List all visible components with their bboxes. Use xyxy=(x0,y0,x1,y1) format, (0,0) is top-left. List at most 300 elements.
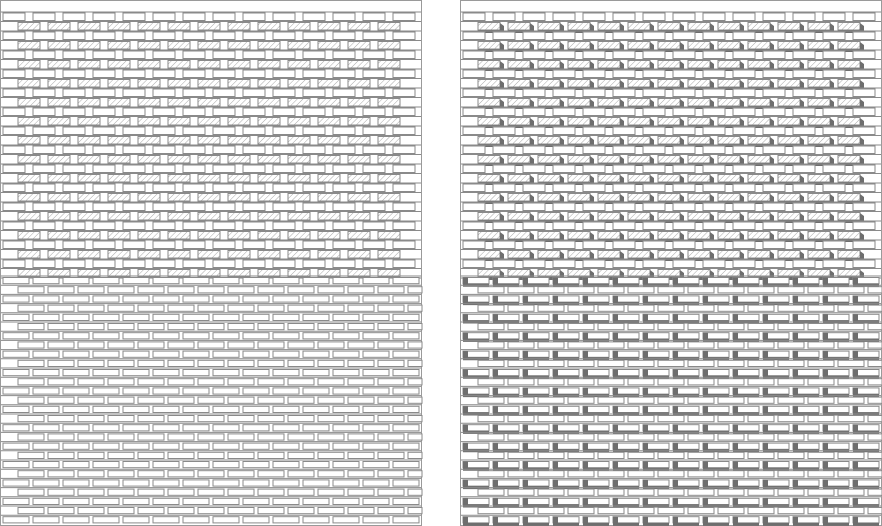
brick xyxy=(183,278,209,284)
brick xyxy=(198,305,224,311)
brick xyxy=(123,314,149,320)
brick xyxy=(18,471,44,477)
hatched-brick xyxy=(198,175,220,183)
brick xyxy=(213,241,235,249)
brick xyxy=(213,32,235,40)
brick xyxy=(303,388,329,394)
brick xyxy=(153,517,179,523)
brick xyxy=(793,32,815,40)
brick xyxy=(378,434,404,440)
brick xyxy=(348,434,374,440)
brick xyxy=(823,222,845,230)
hatched-brick xyxy=(568,42,590,50)
hatched-brick xyxy=(478,137,500,145)
hatched-brick xyxy=(598,156,620,164)
hatched-brick xyxy=(508,175,530,183)
brick xyxy=(153,260,175,268)
brick xyxy=(363,146,385,154)
hatched-brick xyxy=(168,251,190,259)
brick xyxy=(243,203,265,211)
brick xyxy=(733,13,755,21)
brick xyxy=(598,508,624,514)
brick xyxy=(63,314,89,320)
brick xyxy=(93,127,115,135)
brick xyxy=(363,314,389,320)
brick xyxy=(793,222,815,230)
brick xyxy=(658,416,684,422)
brick xyxy=(583,260,605,268)
brick xyxy=(628,508,654,514)
brick xyxy=(243,406,269,412)
brick xyxy=(493,241,515,249)
hatched-brick xyxy=(508,137,530,145)
brick xyxy=(78,287,104,293)
hatched-brick xyxy=(688,80,710,88)
brick xyxy=(63,278,89,284)
hatched-brick xyxy=(658,194,680,202)
brick xyxy=(108,397,134,403)
brick xyxy=(393,498,419,504)
brick xyxy=(408,508,422,514)
brick xyxy=(793,89,815,97)
brick xyxy=(333,184,355,192)
hatched-brick xyxy=(838,213,860,221)
hatched-brick xyxy=(318,118,340,126)
brick xyxy=(258,489,284,495)
hatched-brick xyxy=(628,232,650,240)
brick xyxy=(793,165,815,173)
hatched-brick xyxy=(48,251,70,259)
brick xyxy=(363,203,385,211)
brick xyxy=(628,397,654,403)
brick xyxy=(673,241,695,249)
brick xyxy=(63,351,89,357)
brick xyxy=(363,241,385,249)
brick xyxy=(93,222,115,230)
brick xyxy=(168,342,194,348)
brick xyxy=(333,480,359,486)
brick xyxy=(763,89,785,97)
brick xyxy=(183,165,205,173)
hatched-brick xyxy=(288,42,310,50)
brick xyxy=(658,397,684,403)
brick xyxy=(378,360,404,366)
brick xyxy=(348,452,374,458)
hatched-brick xyxy=(288,80,310,88)
brick xyxy=(288,489,314,495)
hatched-brick xyxy=(598,213,620,221)
brick xyxy=(153,278,179,284)
hatched-brick xyxy=(378,194,400,202)
hatched-brick xyxy=(688,23,710,31)
brick xyxy=(778,416,804,422)
brick xyxy=(213,462,239,468)
brick xyxy=(703,13,725,21)
brick xyxy=(463,89,485,97)
hatched-brick xyxy=(18,118,40,126)
hatched-brick xyxy=(288,23,310,31)
brick xyxy=(288,287,314,293)
brick xyxy=(108,434,134,440)
brick xyxy=(138,452,164,458)
hatched-brick xyxy=(658,213,680,221)
brick xyxy=(108,360,134,366)
hatched-brick xyxy=(658,118,680,126)
brick xyxy=(243,517,269,523)
brick xyxy=(3,351,29,357)
brick xyxy=(33,388,59,394)
brick xyxy=(613,260,635,268)
brick xyxy=(303,184,325,192)
brick xyxy=(18,434,44,440)
brick xyxy=(553,51,575,59)
hatched-brick xyxy=(48,156,70,164)
hatched-brick xyxy=(628,99,650,107)
brick xyxy=(63,498,89,504)
brick xyxy=(393,146,415,154)
brick xyxy=(333,165,355,173)
hatched-brick xyxy=(688,137,710,145)
brick xyxy=(108,287,134,293)
brick xyxy=(628,489,654,495)
brick xyxy=(273,351,299,357)
brick xyxy=(228,452,254,458)
brick xyxy=(628,452,654,458)
brick xyxy=(93,203,115,211)
brick xyxy=(33,314,59,320)
brick xyxy=(3,443,29,449)
brick xyxy=(628,287,654,293)
brick xyxy=(553,13,575,21)
brick xyxy=(478,452,504,458)
hatched-brick xyxy=(258,23,280,31)
hatched-brick xyxy=(138,80,160,88)
brick xyxy=(703,32,725,40)
brick xyxy=(123,333,149,339)
brick xyxy=(213,89,235,97)
hatched-brick xyxy=(228,156,250,164)
brick xyxy=(718,287,744,293)
brick xyxy=(198,324,224,330)
brick xyxy=(228,379,254,385)
hatched-brick xyxy=(348,61,370,69)
brick xyxy=(823,241,845,249)
brick xyxy=(183,296,209,302)
brick xyxy=(688,397,714,403)
hatched-brick xyxy=(318,175,340,183)
brick xyxy=(33,406,59,412)
hatched-brick xyxy=(318,23,340,31)
brick xyxy=(213,222,235,230)
hatched-brick xyxy=(838,156,860,164)
hatched-brick xyxy=(808,213,830,221)
brick xyxy=(198,287,224,293)
hatched-brick xyxy=(778,80,800,88)
brick xyxy=(393,108,415,116)
brick xyxy=(273,51,295,59)
hatched-brick xyxy=(198,118,220,126)
brick xyxy=(3,462,29,468)
brick xyxy=(273,127,295,135)
hatched-brick xyxy=(318,80,340,88)
brick xyxy=(318,342,344,348)
brick xyxy=(333,351,359,357)
brick xyxy=(628,416,654,422)
brick xyxy=(393,333,419,339)
brick xyxy=(18,305,44,311)
brick xyxy=(553,89,575,97)
brick xyxy=(598,305,624,311)
hatched-brick xyxy=(288,194,310,202)
brick xyxy=(508,434,534,440)
brick xyxy=(393,184,415,192)
brick xyxy=(363,296,389,302)
brick xyxy=(553,203,575,211)
hatched-brick xyxy=(48,118,70,126)
brick xyxy=(553,108,575,116)
brick xyxy=(583,222,605,230)
brick xyxy=(213,203,235,211)
hatched-brick xyxy=(658,251,680,259)
brick xyxy=(273,260,295,268)
hatched-brick xyxy=(228,23,250,31)
brick xyxy=(523,222,545,230)
hatched-brick xyxy=(838,99,860,107)
brick xyxy=(363,517,389,523)
brick xyxy=(853,89,875,97)
brick xyxy=(123,406,149,412)
brick xyxy=(273,203,295,211)
hatched-brick xyxy=(748,118,770,126)
brick xyxy=(463,108,485,116)
brick xyxy=(333,13,355,21)
hatched-brick xyxy=(478,175,500,183)
brick xyxy=(243,13,265,21)
hatched-brick xyxy=(568,61,590,69)
brick xyxy=(243,296,269,302)
brick xyxy=(643,89,665,97)
brick xyxy=(273,278,299,284)
brick xyxy=(78,342,104,348)
brick xyxy=(478,471,504,477)
brick xyxy=(643,51,665,59)
brick xyxy=(198,471,224,477)
brick xyxy=(868,379,882,385)
brick xyxy=(63,70,85,78)
brick xyxy=(273,89,295,97)
brick xyxy=(853,70,875,78)
brick xyxy=(243,222,265,230)
brick xyxy=(33,296,59,302)
brick xyxy=(793,108,815,116)
hatched-brick xyxy=(808,99,830,107)
hatched-brick xyxy=(198,156,220,164)
brick xyxy=(183,127,205,135)
brick xyxy=(793,51,815,59)
brick xyxy=(393,127,415,135)
brick xyxy=(333,108,355,116)
brick xyxy=(853,241,875,249)
brick xyxy=(213,165,235,173)
brick xyxy=(63,203,85,211)
brick xyxy=(463,32,485,40)
brick xyxy=(868,416,882,422)
brick xyxy=(508,305,534,311)
brick xyxy=(463,146,485,154)
brick xyxy=(763,165,785,173)
brick xyxy=(303,296,329,302)
brick xyxy=(598,397,624,403)
brick xyxy=(348,324,374,330)
brick xyxy=(153,388,179,394)
hatched-brick xyxy=(718,118,740,126)
brick xyxy=(718,305,744,311)
brick xyxy=(408,416,422,422)
brick xyxy=(93,278,119,284)
hatched-brick xyxy=(288,213,310,221)
hatched-brick xyxy=(778,194,800,202)
brick xyxy=(273,462,299,468)
hatched-brick xyxy=(718,175,740,183)
brick xyxy=(153,108,175,116)
brick xyxy=(778,434,804,440)
hatched-brick xyxy=(808,42,830,50)
brick xyxy=(33,70,55,78)
hatched-brick xyxy=(628,194,650,202)
brick xyxy=(213,443,239,449)
brick xyxy=(48,379,74,385)
brick xyxy=(153,89,175,97)
brick xyxy=(213,108,235,116)
hatched-brick xyxy=(348,251,370,259)
brick xyxy=(123,108,145,116)
brick xyxy=(658,471,684,477)
brick xyxy=(523,51,545,59)
brick xyxy=(493,260,515,268)
hatched-brick xyxy=(18,80,40,88)
brick xyxy=(688,287,714,293)
brick xyxy=(408,360,422,366)
hatched-brick xyxy=(838,137,860,145)
brick xyxy=(363,498,389,504)
brick xyxy=(718,324,744,330)
hatched-brick xyxy=(808,251,830,259)
brick xyxy=(153,462,179,468)
brick xyxy=(273,517,299,523)
hatched-brick xyxy=(108,61,130,69)
hatched-brick xyxy=(748,99,770,107)
brick xyxy=(363,443,389,449)
brick xyxy=(288,397,314,403)
brick xyxy=(183,222,205,230)
hatched-brick xyxy=(138,213,160,221)
hatched-brick xyxy=(138,156,160,164)
brick xyxy=(153,203,175,211)
brick xyxy=(33,146,55,154)
brick xyxy=(228,305,254,311)
brick xyxy=(258,342,284,348)
brick xyxy=(393,165,415,173)
brick xyxy=(643,32,665,40)
hatched-brick xyxy=(628,61,650,69)
brick xyxy=(213,70,235,78)
hatched-brick xyxy=(348,118,370,126)
brick xyxy=(613,184,635,192)
brick xyxy=(688,379,714,385)
brick xyxy=(3,517,29,523)
brick xyxy=(228,287,254,293)
hatched-brick xyxy=(108,137,130,145)
brick xyxy=(3,13,25,21)
brick xyxy=(213,314,239,320)
hatched-brick xyxy=(108,194,130,202)
hatched-brick xyxy=(198,99,220,107)
hatched-brick xyxy=(478,232,500,240)
hatched-brick xyxy=(258,194,280,202)
brick xyxy=(363,32,385,40)
brick xyxy=(318,471,344,477)
hatched-brick xyxy=(228,251,250,259)
brick xyxy=(508,287,534,293)
brick xyxy=(333,443,359,449)
brick xyxy=(763,203,785,211)
hatched-brick xyxy=(228,137,250,145)
brick xyxy=(508,471,534,477)
hatched-brick xyxy=(478,99,500,107)
brick xyxy=(838,305,864,311)
hatched-brick xyxy=(288,251,310,259)
brick xyxy=(378,416,404,422)
hatched-brick xyxy=(598,175,620,183)
brick xyxy=(613,51,635,59)
hatched-brick xyxy=(168,232,190,240)
brick xyxy=(108,324,134,330)
brick xyxy=(63,108,85,116)
brick xyxy=(493,184,515,192)
brick xyxy=(718,489,744,495)
brick xyxy=(198,342,224,348)
brick xyxy=(583,184,605,192)
brick xyxy=(583,51,605,59)
brick xyxy=(393,314,419,320)
brick xyxy=(33,241,55,249)
brick xyxy=(213,296,239,302)
brick xyxy=(703,203,725,211)
brick xyxy=(463,51,485,59)
brick xyxy=(168,416,194,422)
hatched-brick xyxy=(508,251,530,259)
brick xyxy=(123,51,145,59)
hatched-brick xyxy=(168,23,190,31)
hatched-brick xyxy=(718,194,740,202)
hatched-brick xyxy=(778,137,800,145)
brick xyxy=(303,127,325,135)
brick xyxy=(138,324,164,330)
hatched-brick xyxy=(598,118,620,126)
brick xyxy=(18,508,44,514)
hatched-brick xyxy=(538,137,560,145)
brick xyxy=(463,165,485,173)
brick xyxy=(463,260,485,268)
brick xyxy=(123,241,145,249)
brick xyxy=(838,471,864,477)
brick xyxy=(123,296,149,302)
hatched-brick xyxy=(808,156,830,164)
brick xyxy=(733,127,755,135)
hatched-brick xyxy=(318,61,340,69)
brick xyxy=(93,462,119,468)
brick xyxy=(258,508,284,514)
